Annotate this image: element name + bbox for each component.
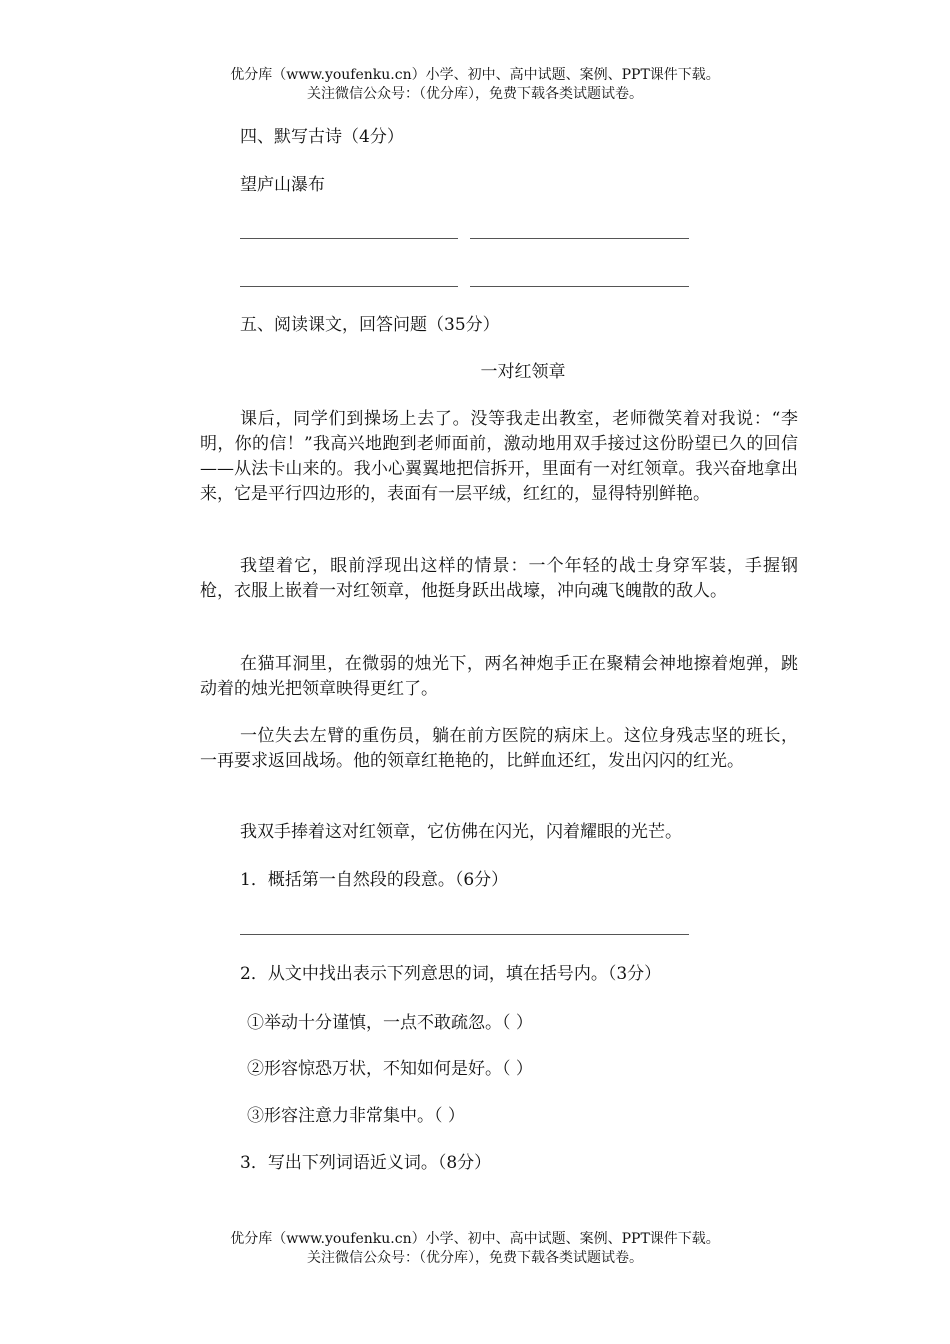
page-header-line2: 关注微信公众号：（优分库），免费下载各类试题试卷。 <box>307 86 643 102</box>
article-title: 一对红领章 <box>480 362 566 382</box>
question-2-item-3: ③形容注意力非常集中。（ ） <box>247 1106 465 1126</box>
question-3: 3．写出下列词语近义词。（8分） <box>240 1153 492 1173</box>
question-2-item-2: ②形容惊恐万状，不知如何是好。（ ） <box>247 1059 533 1079</box>
answer-line <box>470 238 689 239</box>
article-paragraph-3: 在猫耳洞里，在微弱的烛光下，两名神炮手正在聚精会神地擦着炮弹，跳动着的烛光把领章映得更红了。 <box>200 654 798 699</box>
page-header-line1: 优分库（www.youfenku.cn）小学、初中、高中试题、案例、PPT课件下载。 <box>230 67 720 83</box>
answer-line <box>240 934 689 935</box>
answer-line <box>470 286 689 287</box>
article-paragraph-5: 我双手捧着这对红领章，它仿佛在闪光，闪着耀眼的光芒。 <box>240 822 682 842</box>
article-paragraph-2: 我望着它，眼前浮现出这样的情景：一个年轻的战士身穿军装，手握钢枪，衣服上嵌着一对红领章，他挺身跃出战壕，冲向魂飞魄散的敌人。 <box>200 556 798 601</box>
answer-line <box>240 286 458 287</box>
poem-title: 望庐山瀑布 <box>240 175 325 195</box>
question-1: 1．概括第一自然段的段意。（6分） <box>240 870 509 890</box>
article-paragraph-1: 课后，同学们到操场上去了。没等我走出教室，老师微笑着对我说：“李明，你的信！”我高兴地跑到老师面前，激动地用双手接过这份盼望已久的回信——从法卡山来的。我小心翼翼地把信拆开，里面有一对红领章。我兴奋地拿出来，它是平行四边形的，表面有一层平绒，红红的，显得特别鲜艳。 <box>200 409 798 504</box>
section4-heading: 四、默写古诗（4分） <box>240 127 404 147</box>
section5-heading: 五、阅读课文，回答问题（35分） <box>240 315 500 335</box>
page-footer-line1: 优分库（www.youfenku.cn）小学、初中、高中试题、案例、PPT课件下载。 <box>230 1231 720 1247</box>
question-2-item-1: ①举动十分谨慎，一点不敢疏忽。（ ） <box>247 1013 533 1033</box>
article-paragraph-4: 一位失去左臂的重伤员，躺在前方医院的病床上。这位身残志坚的班长，一再要求返回战场。他的领章红艳艳的，比鲜血还红，发出闪闪的红光。 <box>200 726 798 771</box>
question-2: 2．从文中找出表示下列意思的词，填在括号内。（3分） <box>240 964 662 984</box>
answer-line <box>240 238 458 239</box>
page-footer-line2: 关注微信公众号：（优分库），免费下载各类试题试卷。 <box>307 1250 643 1266</box>
